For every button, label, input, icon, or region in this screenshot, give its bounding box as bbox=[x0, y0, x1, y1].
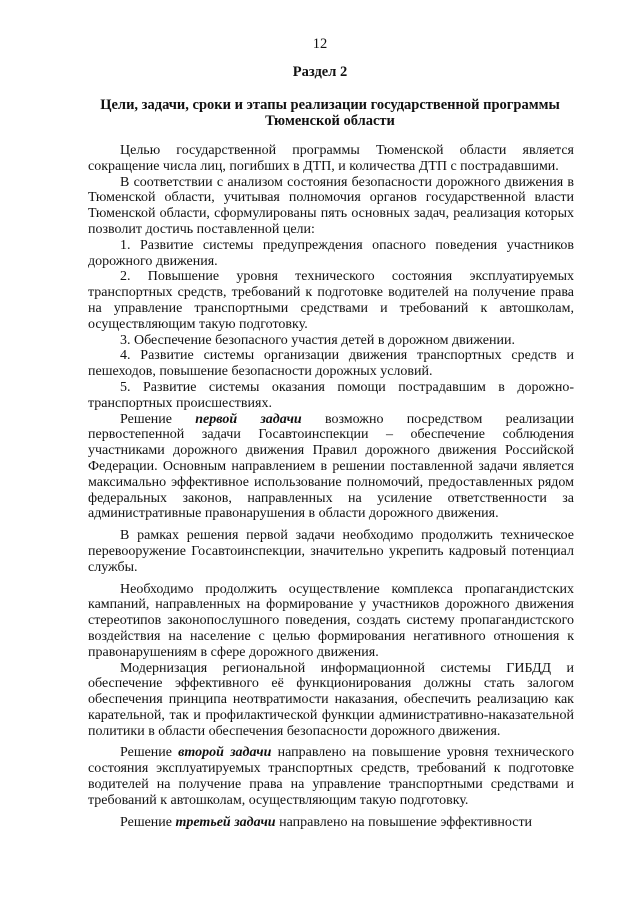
task-list-item-2: 2. Повышение уровня технического состояния эксплуатируемых транспортных средств, требований к подготовке водителей на получение права на управление транспортными средствами и требований к автошколам, осуществляющим такую подготовку. bbox=[88, 269, 574, 332]
paragraph-rearmament: В рамках решения первой задачи необходимо продолжить техническое перевооружение Госавтоинспекции, значительно укрепить кадровый потенциал службы. bbox=[88, 528, 574, 575]
paragraph-first-task bbox=[88, 412, 574, 523]
first-task-prefix: Решение bbox=[120, 411, 196, 427]
paragraph-gibdd-system: Модернизация региональной информационной системы ГИБДД и обеспечение эффективного её функционирования должны стать залогом обеспечения принципа неотвратимости наказания, обеспечить реализацию как карательной, так и профилактической функции административно-наказательной политики в области обеспечения безопасности дорожного движения. bbox=[88, 660, 574, 739]
second-task-emphasis: второй задачи bbox=[178, 745, 272, 761]
first-task-emphasis: первой задачи bbox=[195, 411, 302, 427]
paragraph-second-task bbox=[88, 745, 574, 808]
paragraph-goal: Целью государственной программы Тюменской области является сокращение числа лиц, погибших в ДТП, и количества ДТП с пострадавшими. bbox=[88, 143, 574, 174]
third-task-text: направлено на повышение эффективности bbox=[275, 814, 533, 830]
section-heading: Цели, задачи, сроки и этапы реализации государственной программы Тюменской области bbox=[100, 97, 560, 129]
second-task-prefix: Решение bbox=[120, 745, 179, 761]
first-task-text: возможно посредством реализации первостепенной задачи Госавтоинспекции – обеспечение соблюдения участниками дорожного движения Правил дорожного движения Российской Федерации. Основным направлением в решении поставленной задачи является максимально эффективное использование полномочий, предоставленных рядом федеральных законов, направленных на усиление ответственности за административные правонарушения в области дорожного движения. bbox=[88, 411, 574, 522]
task-list-item-1: 1. Развитие системы предупреждения опасного поведения участников дорожного движения. bbox=[88, 237, 574, 269]
task-list-item-5: 5. Развитие системы оказания помощи пострадавшим в дорожно-транспортных происшествиях. bbox=[88, 379, 574, 411]
body-text bbox=[88, 143, 574, 830]
section-title: Раздел 2 bbox=[292, 64, 348, 80]
paragraph-third-task bbox=[88, 815, 574, 831]
paragraph-analysis: В соответствии с анализом состояния безопасности дорожного движения в Тюменской области, учитывая полномочия органов государственной власти Тюменской области, сформулированы пять основных задач, реализация которых позволит достичь поставленной цели: bbox=[88, 174, 574, 237]
paragraph-propaganda: Необходимо продолжить осуществление комплекса пропагандистских кампаний, направленных на формирование у участников дорожного движения стереотипов законопослушного поведения, создать систему пропагандистского воздействия на население с целью формирования негативного отношения к правонарушениям в сфере дорожного движения. bbox=[88, 581, 574, 660]
third-task-emphasis: третьей задачи bbox=[175, 814, 276, 830]
task-list-item-3: 3. Обеспечение безопасного участия детей в дорожном движении. bbox=[120, 332, 515, 348]
second-task-text: направлено на повышение уровня технического состояния эксплуатируемых транспортных средств, требований к подготовке водителей на получение права на управление транспортными средствами и требований к автошколам, осуществляющим такую подготовку. bbox=[88, 745, 574, 808]
third-task-prefix: Решение bbox=[120, 814, 176, 830]
task-list-item-4: 4. Развитие системы организации движения транспортных средств и пешеходов, повышение безопасности дорожных условий. bbox=[88, 348, 574, 380]
page-number: 12 bbox=[312, 36, 328, 52]
